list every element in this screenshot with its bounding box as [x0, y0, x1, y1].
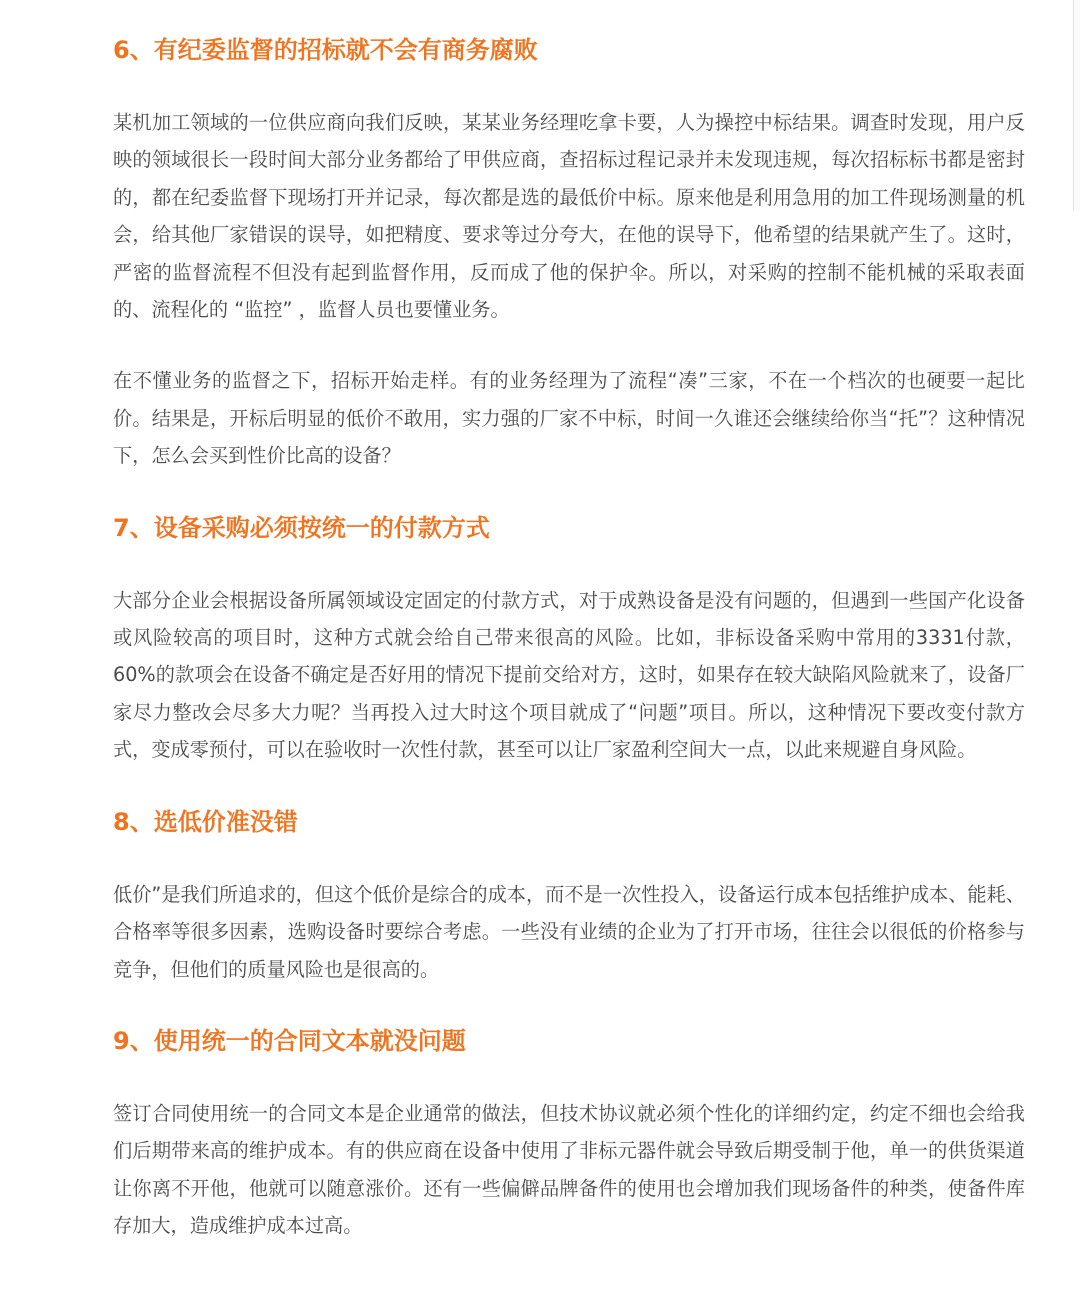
- section-6: [113, 22, 1025, 475]
- section-8: [113, 794, 1025, 988]
- section-7: [113, 500, 1025, 769]
- section-heading: 7、设备采购必须按统一的付款方式: [113, 513, 490, 542]
- paragraph: 在不懂业务的监督之下，招标开始走样。有的业务经理为了流程“凑”三家，不在一个档次的也硬要一起比价。结果是，开标后明显的低价不敢用，实力强的厂家不中标，时间一久谁还会继续给你当“托”？这种情况下，怎么会买到性价比高的设备？: [113, 369, 1025, 468]
- paragraph: 低价”是我们所追求的，但这个低价是综合的成本，而不是一次性投入，设备运行成本包括维护成本、能耗、合格率等很多因素，选购设备时要综合考虑。一些没有业绩的企业为了打开市场，往往会以很低的价格参与竞争，但他们的质量风险也是很高的。: [113, 882, 1025, 981]
- article-body: [113, 22, 1025, 1245]
- section-heading: 9、使用统一的合同文本就没问题: [113, 1026, 466, 1055]
- paragraph: 某机加工领域的一位供应商向我们反映，某某业务经理吃拿卡要，人为操控中标结果。调查时发现，用户反映的领域很长一段时间大部分业务都给了甲供应商，查招标过程记录并未发现违规，每次招标标书都是密封的，都在纪委监督下现场打开并记录，每次都是选的最低价中标。原来他是利用急用的加工件现场测量的机会，给其他厂家错误的误导，如把精度、要求等过分夸大，在他的误导下，他希望的结果就产生了。这时，严密的监督流程不但没有起到监督作用，反而成了他的保护伞。所以，对采购的控制不能机械的采取表面的、流程化的 “监控” ，监督人员也要懂业务。: [113, 111, 1025, 322]
- paragraph: 签订合同使用统一的合同文本是企业通常的做法，但技术协议就必须个性化的详细约定，约定不细也会给我们后期带来高的维护成本。有的供应商在设备中使用了非标元器件就会导致后期受制于他，单一的供货渠道让你离不开他，他就可以随意涨价。还有一些偏僻品牌备件的使用也会增加我们现场备件的种类，使备件库存加大，造成维护成本过高。: [113, 1101, 1025, 1238]
- paragraph: 大部分企业会根据设备所属领域设定固定的付款方式，对于成熟设备是没有问题的，但遇到一些国产化设备或风险较高的项目时，这种方式就会给自己带来很高的风险。比如，非标设备采购中常用的3331付款，60%的款项会在设备不确定是否好用的情况下提前交给对方，这时，如果存在较大缺陷风险就来了，设备厂家尽力整改会尽多大力呢？当再投入过大时这个项目就成了“问题”项目。所以，这种情况下要改变付款方式，变成零预付，可以在验收时一次性付款，甚至可以让厂家盈利空间大一点，以此来规避自身风险。: [113, 588, 1025, 762]
- section-9: [113, 1013, 1025, 1245]
- section-heading: 6、有纪委监督的招标就不会有商务腐败: [113, 36, 538, 64]
- scrollbar-edge[interactable]: [1073, 0, 1080, 210]
- section-heading: 8、选低价准没错: [113, 807, 298, 836]
